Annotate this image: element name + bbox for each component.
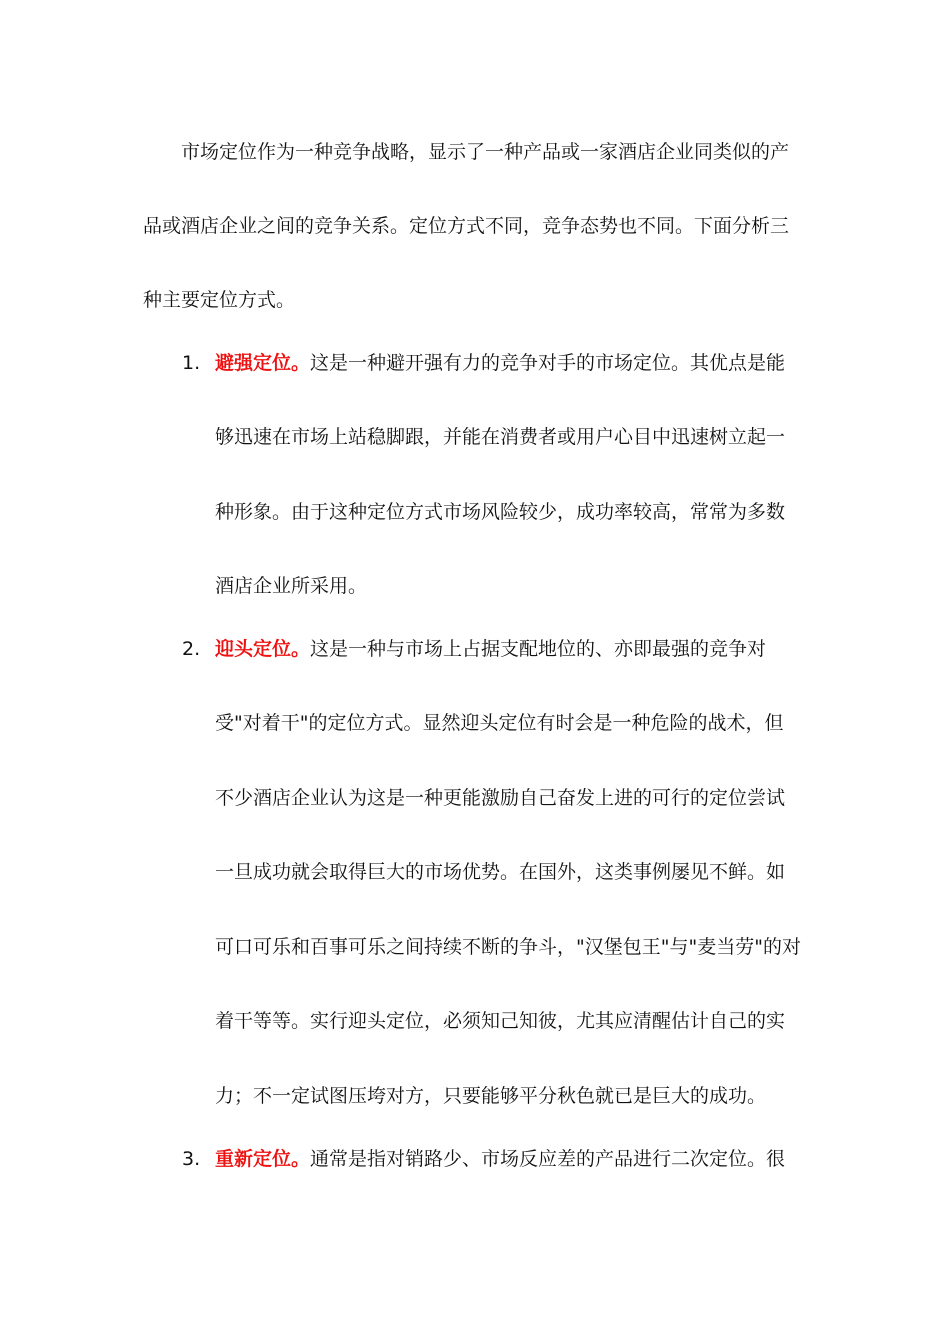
list-item-2-line-7: 力；不一定试图压垮对方，只要能够平分秋色就已是巨大的成功。 [215,1085,767,1107]
list-item-2-first-line [215,637,766,661]
list-item-3-first-line [215,1147,785,1171]
list-item-2-line-3: 不少酒店企业认为这是一种更能激励自己奋发上进的可行的定位尝试 [215,787,786,809]
intro-line-3: 种主要定位方式。 [143,289,296,311]
list-item-2-line-2: 受"对着干"的定位方式。显然迎头定位有时会是一种危险的战术，但 [215,712,784,734]
list-item-2-text: 这是一种与市场上占据支配地位的、亦即最强的竞争对 [310,638,767,660]
list-item-2-term: 迎头定位。 [215,638,311,660]
list-item-1-line-2: 够迅速在市场上站稳脚跟，并能在消费者或用户心目中迅速树立起一 [215,426,786,448]
list-item-1-first-line [215,351,785,375]
list-item-number-1: 1. [182,352,201,374]
intro-line-1: 市场定位作为一种竞争战略，显示了一种产品或一家酒店企业同类似的产 [181,141,790,163]
list-item-2-line-6: 着干等等。实行迎头定位，必须知己知彼，尤其应清醒估计自己的实 [215,1010,786,1032]
list-item-1-text: 这是一种避开强有力的竞争对手的市场定位。其优点是能 [310,352,786,374]
list-item-1-line-4: 酒店企业所采用。 [215,575,368,597]
list-item-3-term: 重新定位。 [215,1148,311,1170]
intro-line-2: 品或酒店企业之间的竞争关系。定位方式不同，竞争态势也不同。下面分析三 [143,215,790,237]
list-item-1-line-3: 种形象。由于这种定位方式市场风险较少，成功率较高，常常为多数 [215,501,786,523]
list-item-3-text: 通常是指对销路少、市场反应差的产品进行二次定位。很 [310,1148,786,1170]
list-item-2-line-4: 一旦成功就会取得巨大的市场优势。在国外，这类事例屡见不鲜。如 [215,861,786,883]
list-item-number-3: 3. [182,1148,201,1170]
list-item-2-line-5: 可口可乐和百事可乐之间持续不断的争斗，"汉堡包王"与"麦当劳"的对 [215,936,801,958]
list-item-1-term: 避强定位。 [215,352,311,374]
list-item-number-2: 2. [182,638,201,660]
